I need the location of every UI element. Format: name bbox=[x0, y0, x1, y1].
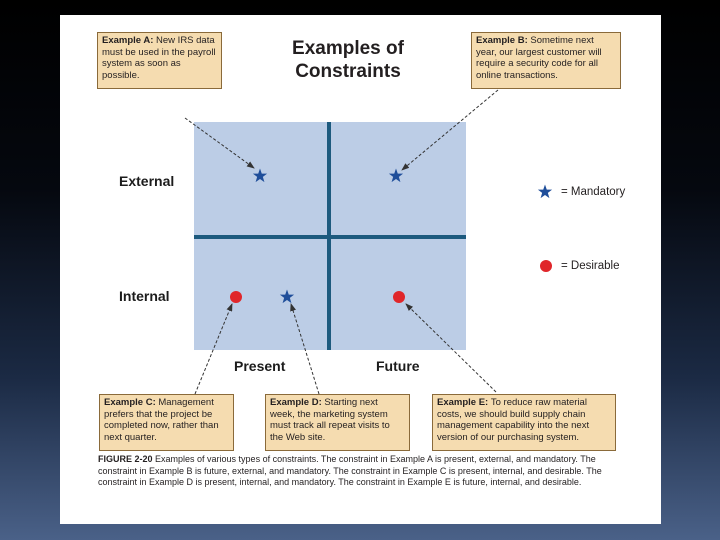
legend-desirable-label: = Desirable bbox=[561, 260, 620, 272]
example-c-label: Example C: bbox=[104, 397, 159, 408]
legend-mandatory-label: = Mandatory bbox=[561, 186, 626, 198]
example-d-text: Starting next week, the marketing system must track all repeat visits to the Web site. bbox=[270, 397, 390, 443]
future-axis-label: Future bbox=[376, 358, 420, 374]
legend-star-icon bbox=[538, 185, 552, 199]
example-b-label: Example B: bbox=[476, 35, 531, 46]
internal-axis-label: Internal bbox=[119, 288, 170, 304]
desirable-dot-e bbox=[393, 291, 405, 303]
example-c-text: Management prefers that the project be completed now, rather than next quarter. bbox=[104, 397, 219, 443]
example-a-label: Example A: bbox=[102, 35, 157, 46]
slide-panel bbox=[60, 15, 661, 524]
example-e-text: To reduce raw material costs, we should build supply chain management capability into the next version of our purchasing system. bbox=[437, 397, 590, 443]
desirable-dot-c bbox=[230, 291, 242, 303]
example-a-text: New IRS data must be used in the payroll system as soon as possible. bbox=[102, 35, 216, 81]
caption-label: FIGURE 2-20 bbox=[98, 454, 156, 464]
title-line-1: Examples of bbox=[292, 38, 404, 59]
title-line-2: Constraints bbox=[295, 61, 401, 82]
example-e-label: Example E: bbox=[437, 397, 491, 408]
example-d-label: Example D: bbox=[270, 397, 325, 408]
constraint-matrix bbox=[60, 15, 661, 524]
example-b-text: Sometime next year, our largest customer will require a security code for all online transactions. bbox=[476, 35, 602, 81]
external-axis-label: External bbox=[119, 173, 175, 189]
legend-dot-icon bbox=[540, 260, 552, 272]
figure-caption bbox=[98, 454, 618, 489]
present-axis-label: Present bbox=[234, 358, 286, 374]
caption-text: Examples of various types of constraints. The constraint in Example A is present, external, and mandatory. The constraint in Example B is future, external, and mandatory. The constraint in Example C is present, internal, and desirable. The constraint in Example D is present, internal, and mandatory. The constraint in Example E is future, internal, and desirable. bbox=[98, 454, 602, 487]
